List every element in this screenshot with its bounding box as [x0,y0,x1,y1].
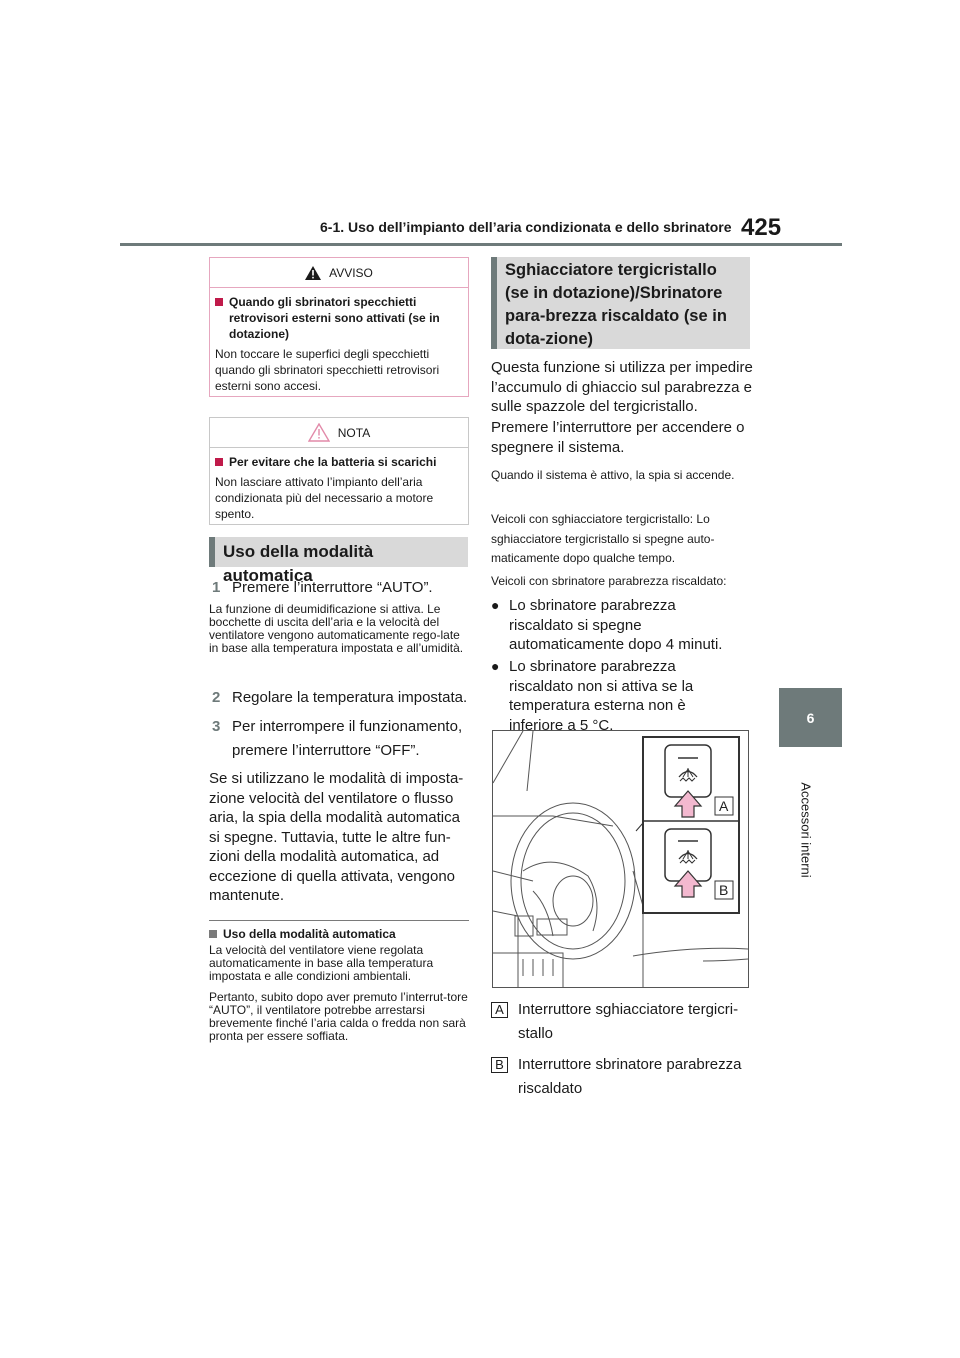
warning-heading-text: Quando gli sbrinatori specchietti retrovisori esterni sono attivati (se in dotazione) [229,295,440,341]
note-box [209,417,469,525]
chapter-number: 6 [806,709,815,726]
step-number: 3 [212,718,221,735]
square-bullet-icon [215,458,223,466]
wiper-note-2: Veicoli con sghiacciatore tergicristallo: Lo sghiacciatore tergicristallo si spegne auto-maticamente dopo qualche tempo. [491,512,715,565]
step-text: Per interrompere il funzionamento, [232,718,463,735]
wiper-intro: Questa funzione si utilizza per impedire l’accumulo di ghiaccio sul parabrezza e sulle spazzole del tergicristallo. [491,359,753,415]
auto-sub-heading [209,926,469,942]
step-text: premere l’interruttore “OFF”. [232,742,420,759]
auto-sub-text-2: Pertanto, subito dopo aver premuto l’interrut-tore “AUTO”, il ventilatore potrebbe arrestarsi brevemente finché l’aria calda o fredda non sarà pronta per essere soffiata. [209,990,468,1043]
wiper-deicer-heading: Sghiacciatore tergicristallo (se in dotazione)/Sbrinatore para-brezza riscaldato (se in dota-zione) [491,257,750,349]
step-text: Regolare la temperatura impostata. [232,689,468,706]
auto-sub-text-1: La velocità del ventilatore viene regolata automaticamente in base alla temperatura impostata e alle condizioni ambientali. [209,943,434,983]
square-bullet-icon [215,298,223,306]
callout-b-text-2: riscaldato [518,1080,583,1097]
bullet-1 [491,596,751,655]
warning-box-title: AVVISO [329,265,373,280]
warning-box [209,257,469,397]
bullet-2 [491,657,751,735]
running-header-title: 6-1. Uso dell’impianto dell’aria condizionata e dello sbrinatore [320,219,732,235]
svg-text:A: A [719,798,729,814]
note-heading [215,454,462,470]
step-1-note: La funzione di deumidificazione si attiva. Le bocchette di uscita dell’aria e la velocità del ventilatore vengono automaticamente rego-late in base alla temperatura impostata e all’umidità. [209,602,464,655]
bullet-dot-icon: ● [491,597,500,613]
callout-b-label: B [491,1057,508,1073]
bullet-dot-icon: ● [491,658,500,674]
page-number: 425 [741,214,782,241]
callout-b-continued [518,1079,582,1099]
note-box-header [210,418,468,448]
bullet-text: Lo sbrinatore parabrezza riscaldato non si attiva se la temperatura esterna non è inferiore a 5 °C. [509,658,694,734]
steering-wheel-illustration [493,731,748,987]
callout-b-text: Interruttore sbrinatore parabrezza [518,1056,742,1073]
callout-a-continued [518,1024,553,1044]
caution-triangle-icon [308,423,330,442]
wiper-note-3: Veicoli con sbrinatore parabrezza riscaldato: [491,574,727,588]
wiper-instruction: Premere l’interruttore per accendere o spegnere il sistema. [491,419,745,456]
callout-a-text-2: stallo [518,1025,554,1042]
callout-a-text: Interruttore sghiacciatore tergicri- [518,1001,739,1018]
callout-b [491,1055,741,1075]
step-number: 1 [212,579,221,596]
note-heading-text: Per evitare che la batteria si scarichi [229,455,437,469]
header-rule [120,243,842,246]
auto-mode-heading: Uso della modalità automatica [209,537,468,567]
square-bullet-icon [209,930,217,938]
step-3 [212,717,462,737]
wiper-note-1: Quando il sistema è attivo, la spia si accende. [491,468,735,482]
chapter-label [796,760,816,900]
chapter-tab [779,688,842,747]
step-text: Premere l’interruttore “AUTO”. [232,579,433,596]
callout-a [491,1000,738,1020]
step-3-continued [232,741,420,761]
step-number: 2 [212,689,221,706]
note-text: Non lasciare attivato l’impianto dell’aria condizionata più del necessario a motore spento. [215,475,434,521]
auto-sub-heading-text: Uso della modalità automatica [223,927,396,941]
auto-mode-paragraph: Se si utilizzano le modalità di imposta-zione velocità del ventilatore o flusso aria, la spia della modalità automatica si spegne. Tuttavia, tutte le altre fun-zioni della modalità automatica, ad eccezione di quella attivata, vengono mantenute. [209,770,464,904]
warning-heading [215,294,462,342]
step-1 [212,578,433,598]
callout-a-label: A [491,1002,508,1018]
bullet-text: Lo sbrinatore parabrezza riscaldato si spegne automaticamente dopo 4 minuti. [509,597,723,653]
svg-text:B: B [719,882,729,898]
warning-triangle-icon [305,266,321,280]
warning-text: Non toccare le superfici degli specchietti quando gli sbrinatori specchietti retrovisori esterni sono accesi. [215,347,440,393]
note-box-title: NOTA [337,425,371,440]
dashboard-switch-diagram [492,730,749,988]
chapter-label-text: Accessori interni [798,782,814,878]
divider [209,920,469,921]
warning-box-header [210,258,468,288]
step-2 [212,688,467,708]
